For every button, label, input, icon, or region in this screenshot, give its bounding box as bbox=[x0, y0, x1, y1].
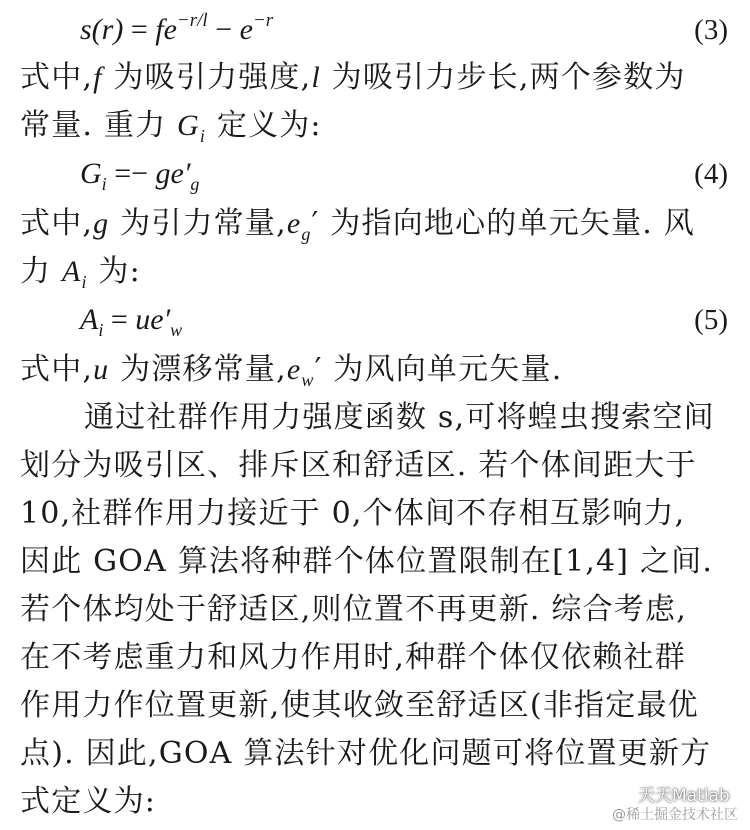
paragraph-line-7: 作用力作位置更新,使其收敛至舒适区(非指定最优 bbox=[20, 688, 699, 723]
paragraph-line-1: 通过社群作用力强度函数 s,可将蝗虫搜索空间 bbox=[84, 400, 715, 435]
paragraph-line-3: 10,社群作用力接近于 0,个体间不存相互影响力, bbox=[20, 496, 686, 531]
wechat-icon bbox=[612, 787, 632, 804]
paragraph-line-9: 式定义为: bbox=[20, 784, 157, 819]
text-line-5: 式中,u 为漂移常量$,e_w'$ 为风向单元矢量. bbox=[20, 352, 563, 390]
paragraph-line-6: 在不考虑重力和风力作用时,种群个体仅依赖社群 bbox=[20, 640, 686, 675]
paragraph-line-4: 因此 GOA 算法将种群个体位置限制在[1,4] 之间. bbox=[20, 544, 714, 579]
equation-5-number: (5) bbox=[694, 304, 728, 336]
text-line-1: 式中,f 为吸引力强度,l 为吸引力步长,两个参数为 bbox=[20, 60, 686, 95]
equation-3: $s(r) = fe^{-r/l} - e^{-r}$ bbox=[80, 10, 274, 46]
watermark-line-2: @稀土掘金技术社区 bbox=[612, 807, 738, 823]
text-line-3: 式中,g 为引力常量$,e_g'$ 为指向地心的单元矢量. 风 bbox=[20, 206, 695, 244]
watermark-account bbox=[612, 786, 738, 806]
equation-4-number: (4) bbox=[694, 158, 728, 190]
watermark-line-1: 天天Matlab bbox=[638, 786, 730, 806]
equation-3-number: (3) bbox=[694, 14, 728, 46]
paragraph-line-8: 点). 因此,GOA 算法针对优化问题可将位置更新方 bbox=[20, 736, 712, 771]
text-line-2: 常量. 重力 $G_i$ 定义为: bbox=[20, 108, 322, 146]
paragraph-line-5: 若个体均处于舒适区,则位置不再更新. 综合考虑, bbox=[20, 592, 687, 627]
paragraph-line-2: 划分为吸引区、排斥区和舒适区. 若个体间距大于 bbox=[20, 448, 697, 483]
watermark bbox=[612, 786, 738, 824]
equation-4: $G_i =- ge'_g$ bbox=[80, 157, 200, 194]
equation-5: $A_i = ue'_w$ bbox=[80, 303, 183, 340]
text-line-4: 力 $A_i$ 为: bbox=[20, 254, 141, 292]
